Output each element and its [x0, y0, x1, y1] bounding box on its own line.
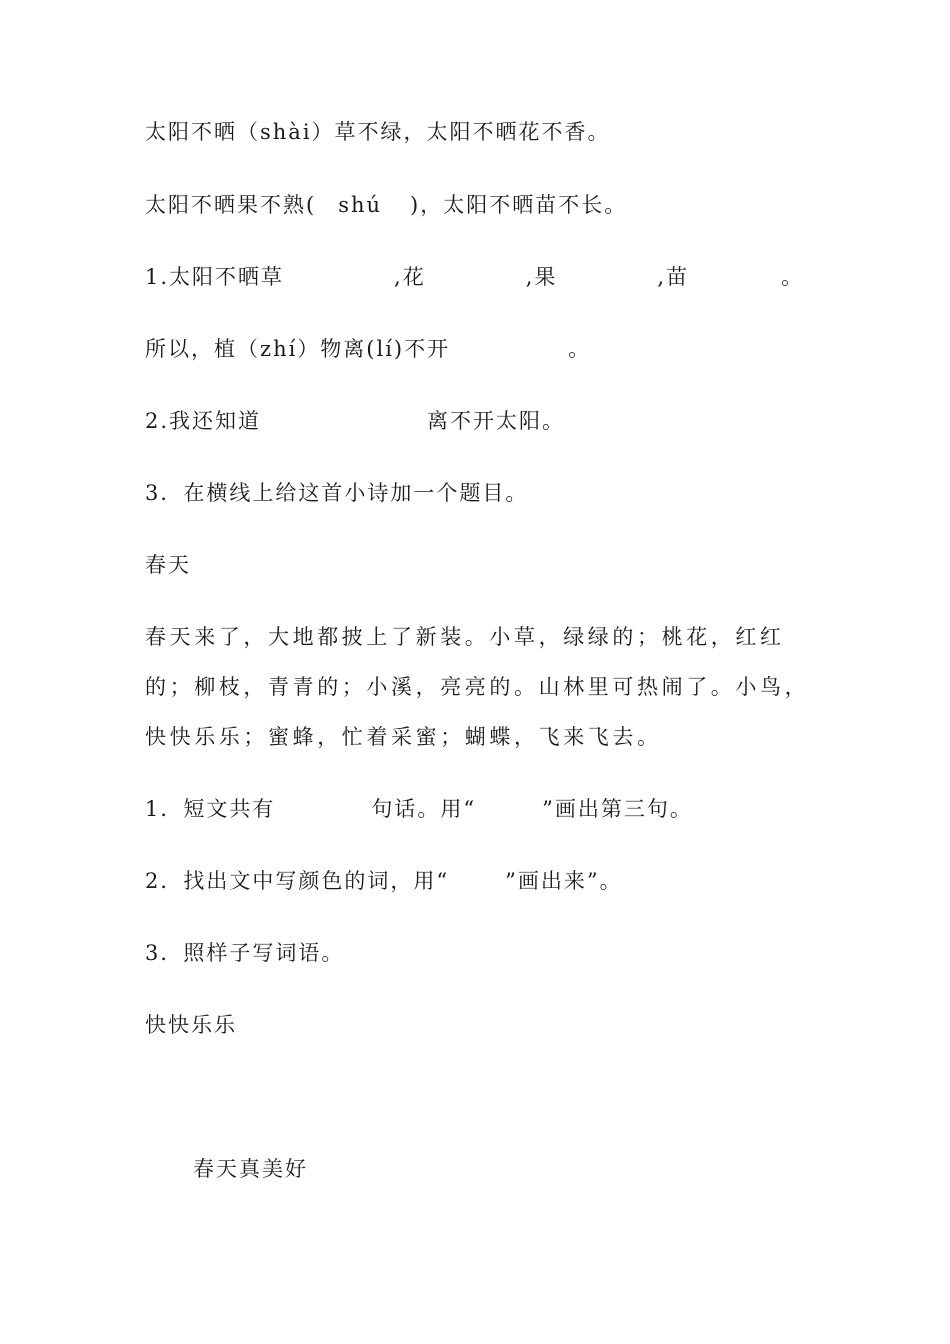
passage-question-3: 3．照样子写词语。 [145, 941, 345, 965]
poem-line-2-start: 太阳不晒果不熟( [145, 193, 317, 217]
question-3: 3．在横线上给这首小诗加一个题目。 [145, 481, 529, 505]
passage-question-1-mid: 句话。用“ [371, 797, 477, 821]
question-1-start: 1.太阳不晒草 [145, 265, 285, 289]
question-1-fruit: ,果 [525, 265, 558, 289]
poem-line-1: 太阳不晒（shài）草不绿，太阳不晒花不香。 [145, 120, 611, 144]
poem-line-2 [145, 190, 627, 220]
passage-question-1-start: 1．短文共有 [145, 797, 276, 821]
passage-question-2-start: 2．找出文中写颜色的词，用“ [145, 869, 450, 893]
passage-title: 春天 [145, 553, 191, 577]
poem-line-2-end: )，太阳不晒苗不长。 [410, 193, 628, 217]
passage-question-2 [145, 866, 623, 896]
example-word: 快快乐乐 [145, 1013, 237, 1037]
question-1-seedling: ,苗 [657, 265, 690, 289]
question-1-fill [145, 262, 804, 292]
passage-question-1 [145, 794, 693, 824]
passage-text: 春天来了，大地都披上了新装。小草，绿绿的；桃花，红红的；柳枝，青青的；小溪，亮亮的。山林里可热闹了。小鸟，快快乐乐；蜜蜂，忙着采蜜；蝴蝶，飞来飞去。 [145, 625, 810, 749]
conclusion-line [145, 334, 591, 364]
conclusion-end: 。 [568, 337, 592, 361]
question-1-end: 。 [781, 265, 805, 289]
pinyin-shu: shú [338, 193, 383, 217]
question-1-flower: ,花 [394, 265, 426, 289]
passage-question-2-end: ”画出来”。 [505, 869, 623, 893]
conclusion-start: 所以，植（zhí）物离(lí)不开 [145, 337, 451, 361]
question-2-start: 2.我还知道 [145, 409, 262, 433]
question-2-fill [145, 406, 565, 436]
passage-question-1-end: ”画出第三句。 [542, 797, 693, 821]
question-2-end: 离不开太阳。 [427, 409, 566, 433]
closing-line: 春天真美好 [193, 1157, 308, 1181]
